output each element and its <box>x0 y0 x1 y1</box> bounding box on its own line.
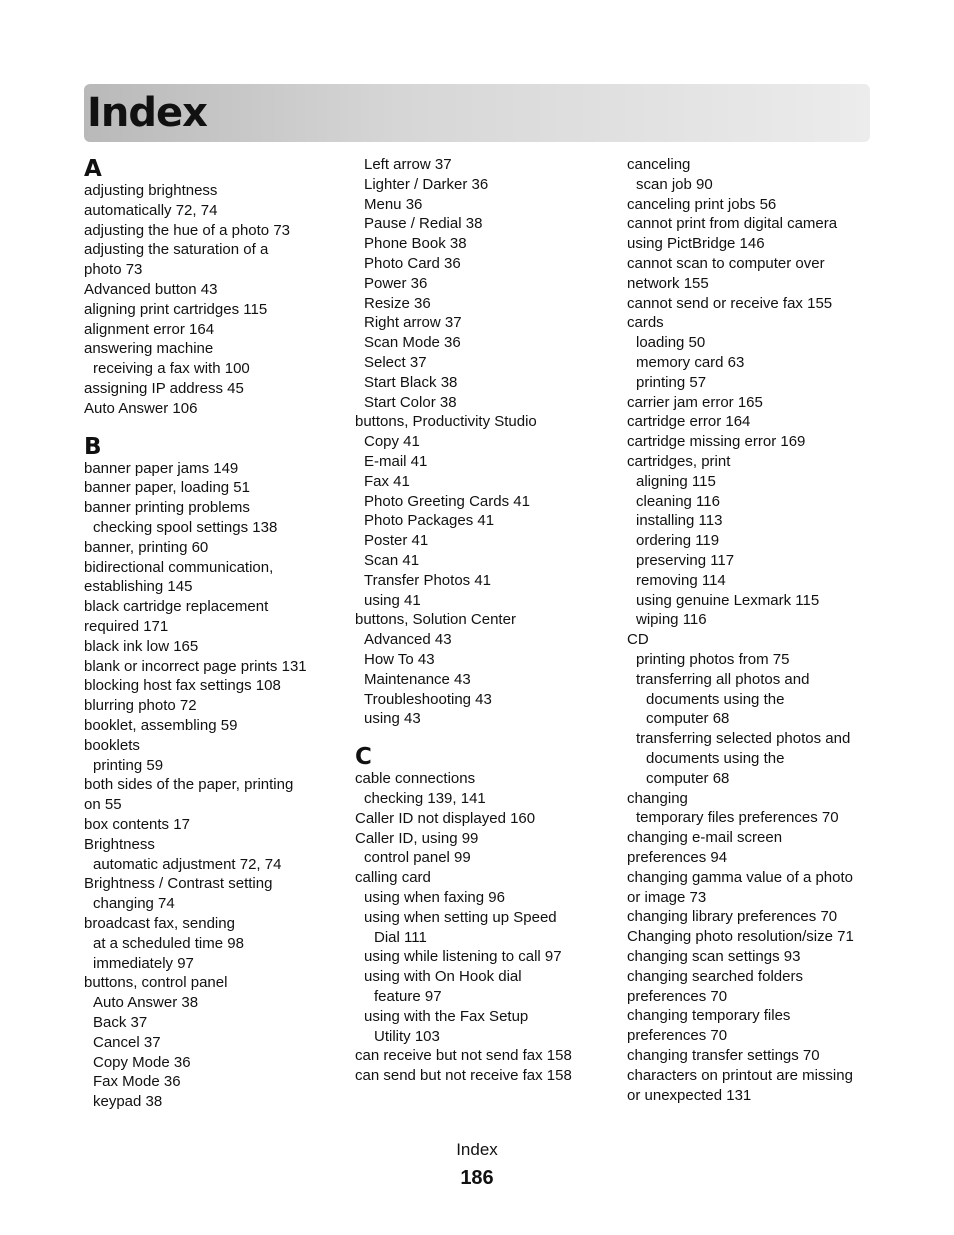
index-entry: calling card <box>355 869 431 887</box>
index-subentry: Advanced 43 <box>364 631 452 649</box>
index-entry: Advanced button 43 <box>84 281 218 298</box>
index-subentry: keypad 38 <box>93 1093 163 1111</box>
index-entry: buttons, Productivity Studio <box>355 413 537 431</box>
index-subentry: using with On Hook dial <box>364 968 522 986</box>
index-subentry: at a scheduled time 98 <box>93 934 244 952</box>
index-entry: canceling print jobs 56 <box>627 195 777 213</box>
index-subentry: Maintenance 43 <box>364 670 471 688</box>
index-subentry: printing 57 <box>636 373 707 391</box>
index-entry: both sides of the paper, printing <box>84 776 294 794</box>
index-subentry: Resize 36 <box>364 294 431 312</box>
index-entry: Brightness / Contrast setting <box>84 875 273 893</box>
index-subentry: transferring selected photos and <box>636 730 851 748</box>
index-subentry: automatic adjustment 72, 74 <box>93 855 282 873</box>
section-letter: C <box>355 744 372 771</box>
index-entry: changing e-mail screen <box>627 829 783 847</box>
index-subentry: Back 37 <box>93 1014 148 1031</box>
index-entry: Brightness <box>84 835 155 853</box>
index-subentry: Scan Mode 36 <box>364 334 461 352</box>
index-subentry: Pause / Redial 38 <box>364 215 483 233</box>
index-entry: cable connections <box>355 770 476 788</box>
index-subentry: feature 97 <box>374 988 442 1005</box>
index-subentry: Poster 41 <box>364 532 429 550</box>
footer-section-label: Index <box>456 1140 498 1159</box>
index-entry: answering machine <box>84 340 214 358</box>
index-subentry: using genuine Lexmark 115 <box>636 591 820 609</box>
index-subentry: Photo Greeting Cards 41 <box>364 492 530 510</box>
index-entry: cartridge error 164 <box>627 413 751 431</box>
index-subentry: Transfer Photos 41 <box>364 571 492 589</box>
index-subentry: Copy 41 <box>364 433 420 451</box>
index-subentry: ordering 119 <box>636 532 720 550</box>
index-subentry: Right arrow 37 <box>364 314 462 332</box>
index-entry: changing transfer settings 70 <box>627 1047 820 1064</box>
index-subentry: How To 43 <box>364 651 435 668</box>
index-entry: banner paper, loading 51 <box>84 479 250 497</box>
index-subentry: Dial 111 <box>374 928 427 946</box>
index-entry: booklets <box>84 736 140 754</box>
index-entry: carrier jam error 165 <box>627 393 763 411</box>
index-entry: cards <box>627 314 664 332</box>
index-subentry: Photo Packages 41 <box>364 512 495 530</box>
index-subentry: Power 36 <box>364 274 428 292</box>
index-subentry: memory card 63 <box>636 354 745 371</box>
index-subentry: using when setting up Speed <box>364 908 557 926</box>
index-subentry: preserving 117 <box>636 552 735 569</box>
index-subentry: installing 113 <box>636 512 723 530</box>
index-subentry: wiping 116 <box>636 611 707 629</box>
index-entry: banner, printing 60 <box>84 538 209 556</box>
index-subentry: Photo Card 36 <box>364 255 461 272</box>
index-entry: automatically 72, 74 <box>84 201 218 219</box>
index-subentry: printing 59 <box>93 756 164 774</box>
section-letter: A <box>84 156 102 182</box>
index-entry: booklet, assembling 59 <box>84 717 238 734</box>
index-entry: changing <box>627 789 688 807</box>
index-entry: adjusting the saturation of a <box>84 241 269 259</box>
index-subentry: printing photos from 75 <box>636 651 790 668</box>
index-subentry: E-mail 41 <box>364 453 428 470</box>
index-entry: Changing photo resolution/size 71 <box>627 928 854 946</box>
index-entry: cartridge missing error 169 <box>627 433 806 451</box>
index-entry: aligning print cartridges 115 <box>84 300 268 318</box>
index-subentry: computer 68 <box>646 769 730 787</box>
index-entry: buttons, control panel <box>84 974 228 992</box>
index-subentry: Phone Book 38 <box>364 235 467 253</box>
index-entry: changing temporary files <box>627 1007 791 1025</box>
index-subentry: Menu 36 <box>364 195 423 213</box>
index-entry: Auto Answer 106 <box>84 399 198 417</box>
index-entry: banner paper jams 149 <box>84 459 239 477</box>
index-entry: using PictBridge 146 <box>627 235 765 253</box>
index-subentry: Troubleshooting 43 <box>364 690 492 708</box>
index-entry: network 155 <box>627 274 709 292</box>
index-entry: black ink low 165 <box>84 637 199 655</box>
index-subentry: Scan 41 <box>364 552 420 569</box>
index-subentry: checking 139, 141 <box>364 790 486 807</box>
index-subentry: receiving a fax with 100 <box>93 360 250 378</box>
title-bar <box>84 84 870 142</box>
index-entry: adjusting brightness <box>84 182 218 199</box>
index-entry: preferences 94 <box>627 849 728 866</box>
index-subentry: using while listening to call 97 <box>364 948 562 966</box>
page-title: Index <box>87 90 207 136</box>
index-subentry: Copy Mode 36 <box>93 1053 191 1071</box>
index-entry: buttons, Solution Center <box>355 611 516 629</box>
index-subentry: using with the Fax Setup <box>364 1007 529 1025</box>
index-entry: cannot send or receive fax 155 <box>627 294 833 312</box>
index-subentry: computer 68 <box>646 710 730 728</box>
index-entry: blurring photo 72 <box>84 697 197 715</box>
index-entry: cartridges, print <box>627 453 731 470</box>
index-entry: establishing 145 <box>84 578 193 596</box>
index-subentry: scan job 90 <box>636 175 713 193</box>
index-subentry: control panel 99 <box>364 849 471 867</box>
index-subentry: documents using the <box>646 690 785 708</box>
index-subentry: using when faxing 96 <box>364 889 505 906</box>
index-entry: can send but not receive fax 158 <box>355 1067 572 1085</box>
index-entry: or image 73 <box>627 888 707 906</box>
index-subentry: checking spool settings 138 <box>93 519 278 536</box>
index-entry: cannot scan to computer over <box>627 255 825 272</box>
index-entry: changing library preferences 70 <box>627 908 838 926</box>
index-subentry: using 41 <box>364 591 421 609</box>
index-subentry: transferring all photos and <box>636 670 810 688</box>
index-subentry: Fax Mode 36 <box>93 1073 181 1091</box>
index-entry: preferences 70 <box>627 987 728 1005</box>
index-entry: broadcast fax, sending <box>84 915 235 932</box>
index-entry: characters on printout are missing <box>627 1066 853 1084</box>
index-entry: cannot print from digital camera <box>627 215 838 233</box>
index-entry: required 171 <box>84 618 169 635</box>
index-entry: alignment error 164 <box>84 320 215 338</box>
index-entry: preferences 70 <box>627 1027 728 1045</box>
index-entry: Caller ID, using 99 <box>355 829 479 847</box>
index-entry: on 55 <box>84 796 122 814</box>
index-subentry: Fax 41 <box>364 472 410 490</box>
index-entry: banner printing problems <box>84 499 250 517</box>
index-subentry: temporary files preferences 70 <box>636 809 839 827</box>
index-subentry: documents using the <box>646 750 785 767</box>
index-entry: black cartridge replacement <box>84 598 269 616</box>
index-entry: box contents 17 <box>84 816 190 833</box>
index-entry: Caller ID not displayed 160 <box>355 809 536 827</box>
index-entry: changing gamma value of a photo <box>627 868 853 886</box>
index-entry: changing searched folders <box>627 967 803 985</box>
index-subentry: changing 74 <box>93 895 175 913</box>
index-subentry: Select 37 <box>364 354 427 371</box>
index-subentry: removing 114 <box>636 571 726 589</box>
index-entry: or unexpected 131 <box>627 1086 752 1104</box>
index-entry: blank or incorrect page prints 131 <box>84 657 307 675</box>
index-subentry: cleaning 116 <box>636 492 720 510</box>
footer-page-number: 186 <box>460 1167 494 1189</box>
index-entry: canceling <box>627 156 691 173</box>
index-entry: bidirectional communication, <box>84 558 274 576</box>
index-entry: assigning IP address 45 <box>84 380 244 397</box>
index-entry: adjusting the hue of a photo 73 <box>84 221 291 239</box>
index-subentry: loading 50 <box>636 334 706 352</box>
index-entry: can receive but not send fax 158 <box>355 1047 572 1065</box>
index-entry: photo 73 <box>84 261 143 279</box>
index-subentry: using 43 <box>364 710 421 728</box>
index-subentry: Cancel 37 <box>93 1033 161 1051</box>
index-subentry: Start Black 38 <box>364 373 458 391</box>
index-subentry: Left arrow 37 <box>364 156 452 173</box>
section-letter: B <box>84 433 102 460</box>
index-subentry: aligning 115 <box>636 472 716 490</box>
index-subentry: Auto Answer 38 <box>93 994 199 1012</box>
index-subentry: immediately 97 <box>93 954 194 972</box>
index-subentry: Lighter / Darker 36 <box>364 175 489 193</box>
index-entry: CD <box>627 631 649 649</box>
index-entry: changing scan settings 93 <box>627 948 801 965</box>
index-entry: blocking host fax settings 108 <box>84 677 281 695</box>
index-subentry: Utility 103 <box>374 1027 440 1045</box>
index-subentry: Start Color 38 <box>364 393 457 411</box>
